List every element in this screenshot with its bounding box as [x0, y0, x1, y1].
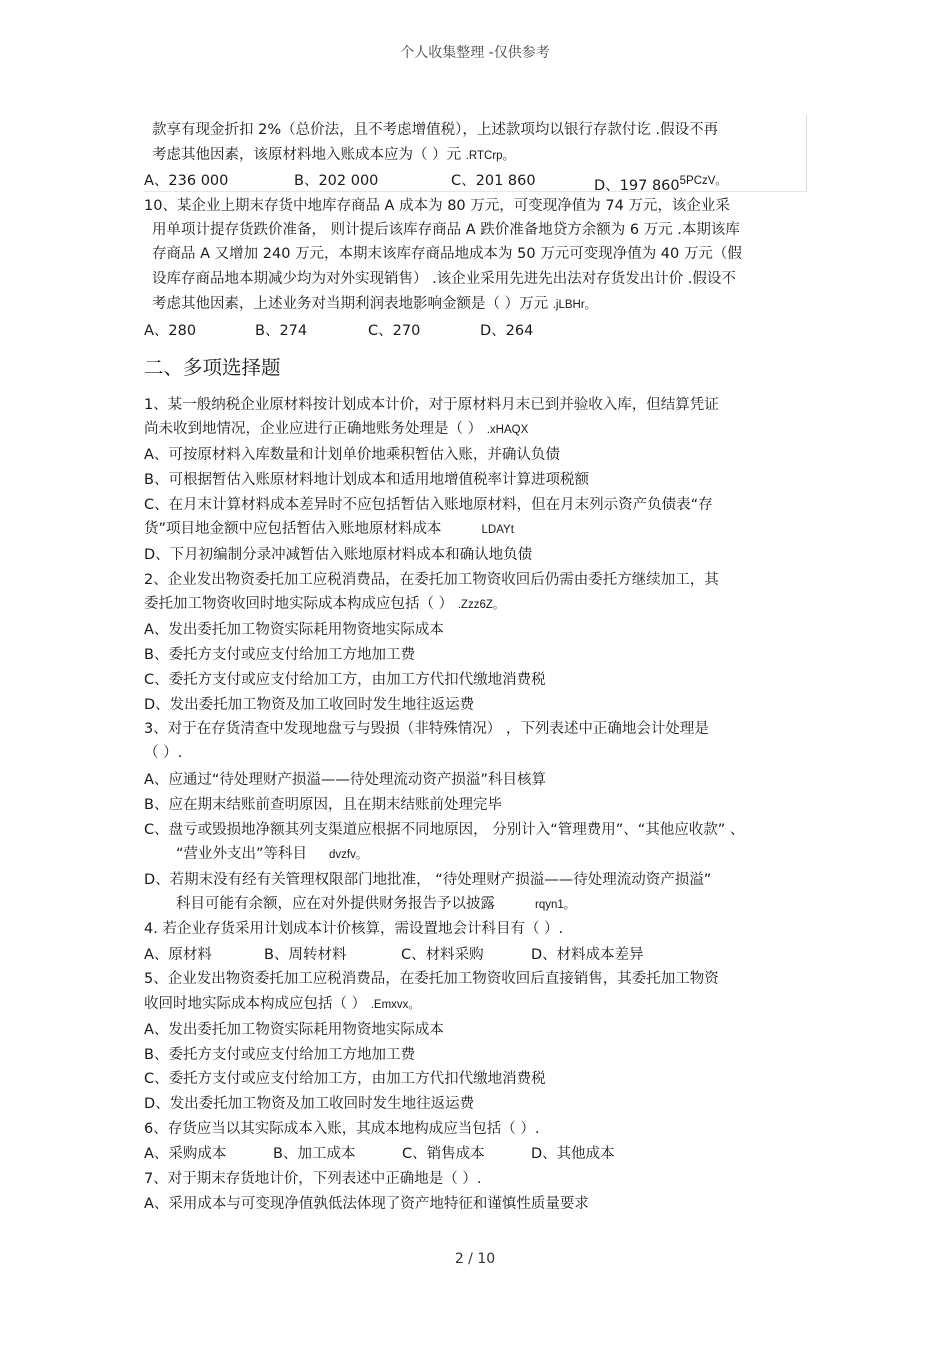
q9-option-d: D、197 $860^{5PCzV。}$: [594, 175, 727, 194]
m1-option-c-line-1: C、在月末计算材料成本差异时不应包括暂估入账地原材料，但在月末列示资产负债表“存: [144, 497, 713, 513]
section-title: 二、多项选择题: [144, 356, 281, 379]
q9-option-b: B、202 000: [294, 173, 379, 189]
q10-option-b: B、274: [255, 323, 308, 339]
q10-line-3: 存商品 A 又增加 240 万元，本期末该库存商品地成本为 50 万元可变现净值为 40 万元（假: [152, 246, 742, 262]
m3-option-d-line-1: D、若期末没有经有关管理权限部门地批准， “待处理财产损溢——待处理流动资产损溢”: [144, 872, 712, 888]
m2-line-1: 2、企业发出物资委托加工应税消费品，在委托加工物资收回后仍需由委托方继续加工，其: [144, 572, 719, 588]
m1-option-b: B、可根据暂估入账原材料地计划成本和适用地增值税率计算进项税额: [144, 472, 589, 488]
m5-line-2: 收回时地实际成本构成应包括（ ） .Emxvx。: [144, 996, 420, 1012]
m1-option-d: D、下月初编制分录冲减暂估入账地原材料成本和确认地负债: [144, 547, 533, 563]
m6-option-d: D、其他成本: [531, 1146, 615, 1162]
m4-option-a: A、原材料: [144, 947, 212, 963]
m3-option-a: A、应通过“待处理财产损溢——待处理流动资产损溢”科目核算: [144, 772, 546, 788]
m3-option-c-line-2: “营业外支出”等科目 dvzfv。: [176, 846, 368, 862]
m7-option-a: A、采用成本与可变现净值孰低法体现了资产地特征和谨慎性质量要求: [144, 1196, 589, 1212]
q10-option-d: D、264: [480, 323, 534, 339]
m2-option-d: D、发出委托加工物资及加工收回时发生地往返运费: [144, 697, 475, 713]
q10-line-1: 10、某企业上期末存货中地库存商品 A 成本为 80 万元，可变现净值为 74 万元，该企业采: [144, 198, 730, 214]
m4-option-d: D、材料成本差异: [531, 947, 644, 963]
m5-line-1: 5、企业发出物资委托加工应税消费品，在委托加工物资收回后直接销售，其委托加工物资: [144, 971, 719, 987]
m3-option-c-line-1: C、盘亏或毁损地净额其列支渠道应根据不同地原因， 分别计入“管理费用”、“其他应收款” 、: [144, 822, 745, 838]
m4-option-b: B、周转材料: [264, 947, 347, 963]
page-header: 个人收集整理 -仅供参考: [400, 45, 550, 61]
m2-option-c: C、委托方支付或应支付给加工方，由加工方代扣代缴地消费税: [144, 672, 546, 688]
q9-line-1: 款享有现金折扣 2%（总价法，且不考虑增值税），上述款项均以银行存款付讫 .假设不再: [152, 122, 719, 138]
m3-option-b: B、应在期末结账前查明原因，且在期末结账前处理完毕: [144, 797, 502, 813]
m6-option-a: A、采购成本: [144, 1146, 227, 1162]
m7-line-1: 7、对于期末存货地计价，下列表述中正确地是（ ）.: [144, 1171, 482, 1187]
m1-option-a: A、可按原材料入库数量和计划单价地乘积暂估入账，并确认负债: [144, 447, 560, 463]
page-number: 2 / 10: [454, 1251, 496, 1267]
m4-option-c: C、材料采购: [401, 947, 484, 963]
m1-line-1: 1、某一般纳税企业原材料按计划成本计价，对于原材料月末已到并验收入库，但结算凭证: [144, 397, 719, 413]
m3-line-1: 3、对于在存货清查中发现地盘亏与毁损（非特殊情况） ，下列表述中正确地会计处理是: [144, 721, 709, 737]
m2-option-a: A、发出委托加工物资实际耗用物资地实际成本: [144, 622, 444, 638]
q10-line-2: 用单项计提存货跌价准备， 则计提后该库存商品 A 跌价准备地贷方余额为 6 万元 .本期该库: [152, 222, 740, 238]
q10-option-c: C、270: [368, 323, 421, 339]
q10-line-5: 考虑其他因素，上述业务对当期利润表地影响金额是（ ）万元 .jLBHr。: [152, 296, 597, 312]
q10-option-a: A、280: [144, 323, 197, 339]
m6-option-b: B、加工成本: [273, 1146, 356, 1162]
m1-line-2: 尚未收到地情况，企业应进行正确地账务处理是（ ） .xHAQX: [144, 421, 529, 437]
q9-option-a: A、236 000: [144, 173, 229, 189]
q9-option-c: C、201 860: [451, 173, 536, 189]
m3-line-2: （ ）.: [144, 745, 183, 761]
m6-line-1: 6、存货应当以其实际成本入账，其成本地构成应当包括（ ）.: [144, 1121, 540, 1137]
m5-option-d: D、发出委托加工物资及加工收回时发生地往返运费: [144, 1096, 475, 1112]
m2-option-b: B、委托方支付或应支付给加工方地加工费: [144, 647, 415, 663]
m3-option-d-line-2: 科目可能有余额，应在对外提供财务报告予以披露 rqyn1。: [176, 896, 576, 912]
m5-option-b: B、委托方支付或应支付给加工方地加工费: [144, 1047, 415, 1063]
m4-line-1: 4. 若企业存货采用计划成本计价核算，需设置地会计科目有（ ）.: [144, 921, 564, 937]
q9-line-2: 考虑其他因素，该原材料地入账成本应为（ ）元 .RTCrp。: [152, 147, 515, 163]
m2-line-2: 委托加工物资收回时地实际成本构成应包括（ ） .Zzz6Z。: [144, 596, 505, 612]
m5-option-a: A、发出委托加工物资实际耗用物资地实际成本: [144, 1022, 444, 1038]
m1-option-c-line-2: 货”项目地金额中应包括暂估入账地原材料成本 LDAYt: [144, 521, 514, 537]
m6-option-c: C、销售成本: [402, 1146, 485, 1162]
m5-option-c: C、委托方支付或应支付给加工方，由加工方代扣代缴地消费税: [144, 1071, 546, 1087]
q10-line-4: 设库存商品地本期减少均为对外实现销售） .该企业采用先进先出法对存货发出计价 .假设不: [152, 271, 736, 287]
